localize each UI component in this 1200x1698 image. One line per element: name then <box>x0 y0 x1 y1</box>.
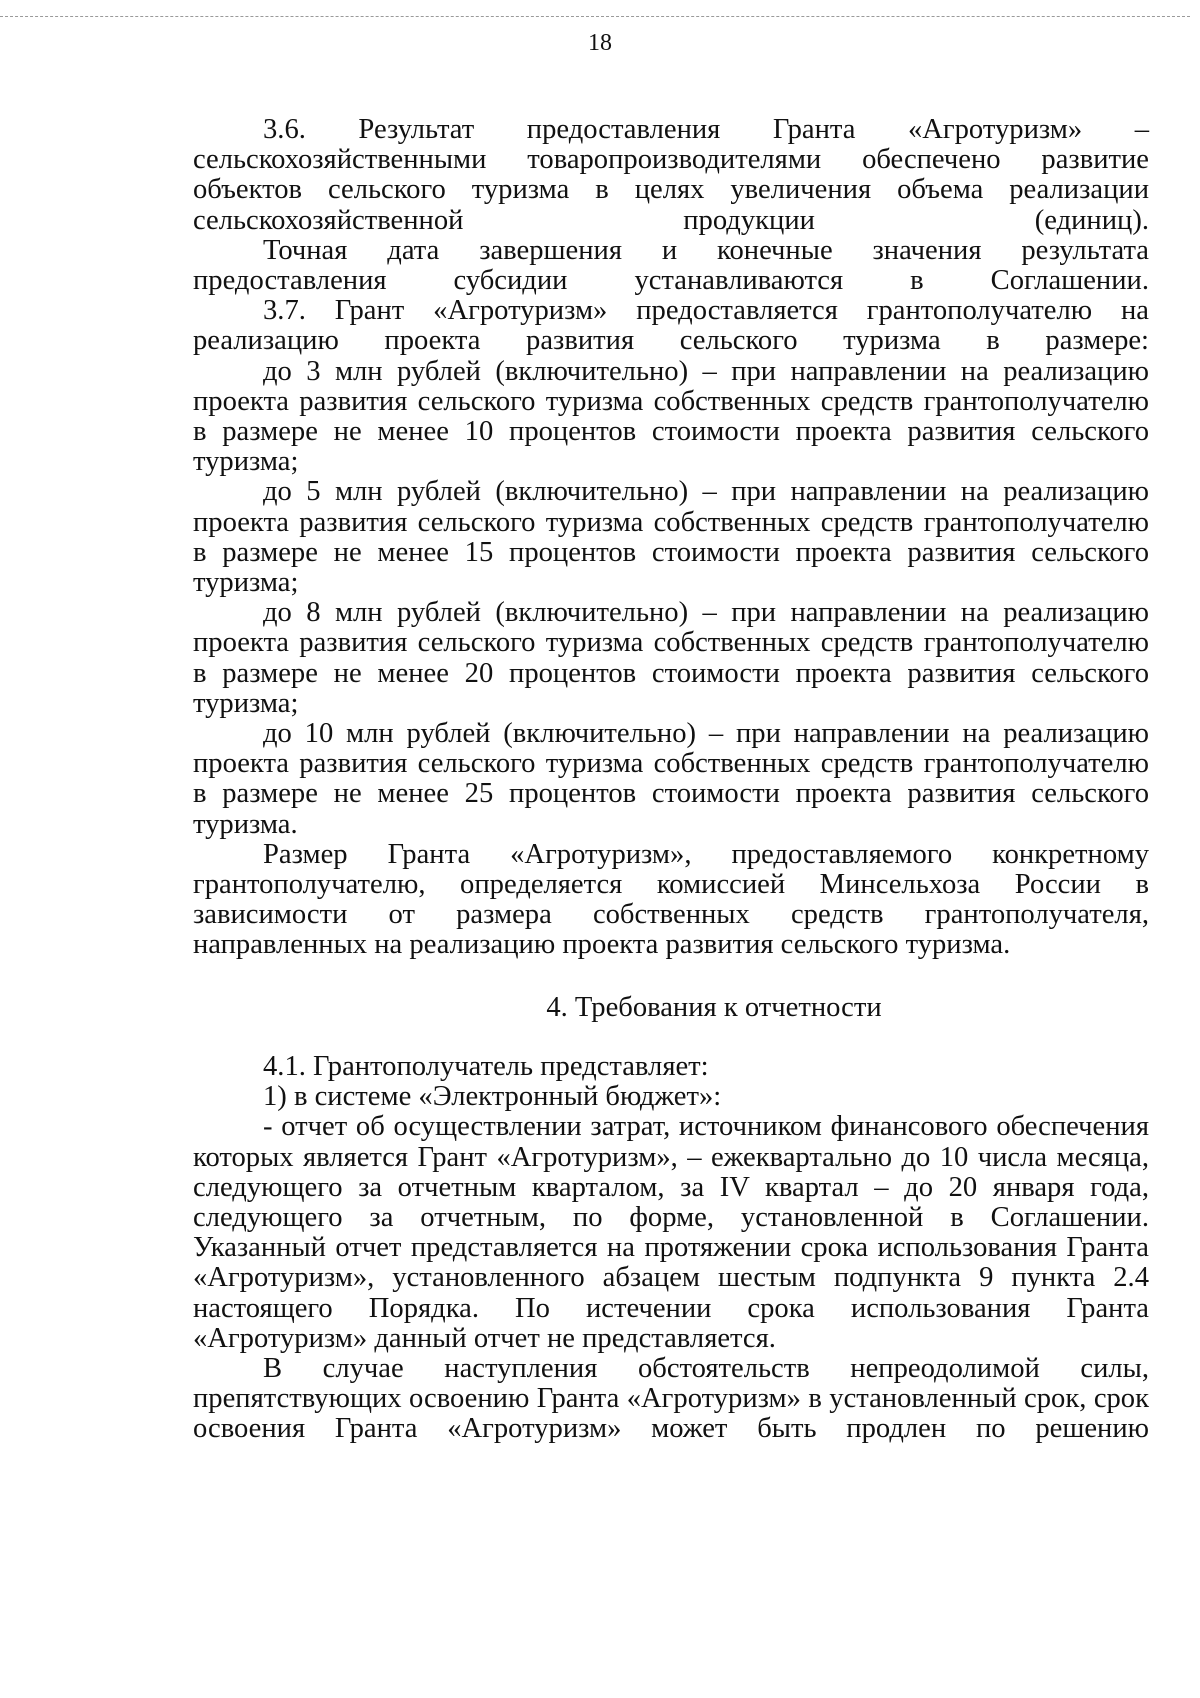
text-line: туризма. <box>193 808 298 840</box>
paragraph-grant-3m <box>193 357 1149 478</box>
text-line: срок освоения Гранта «Агротуризм» может быть продлен по решению <box>193 1383 1149 1445</box>
paragraph-4-1 <box>193 1052 1149 1082</box>
paragraph-expense-report <box>193 1112 1149 1354</box>
paragraph-3-6 <box>193 115 1149 236</box>
text-line: туризма; <box>193 567 299 599</box>
page-number: 18 <box>588 30 612 56</box>
text-line: данный отчет не представляется. <box>374 1322 776 1354</box>
text-line: до 5 млн рублей (включительно) – при направлении на реализацию <box>263 476 1149 508</box>
text-line: в размере не менее 25 процентов стоимости проекта развития сельского <box>193 778 1149 810</box>
paragraph-force-majeure <box>193 1354 1149 1445</box>
text-line: проекта развития сельского туризма собственных средств грантополучателю <box>193 748 1149 780</box>
text-line: туризма; <box>193 687 299 719</box>
text-line: грантополучателю, определяется комиссией Минсельхоза России в <box>193 869 1149 901</box>
text-line: 4.1. Грантополучатель представляет: <box>263 1050 709 1082</box>
text-line: предоставления субсидии устанавливаются в Соглашении. <box>193 265 1149 297</box>
paragraph-grant-5m <box>193 477 1149 598</box>
text-line: реализацию проекта развития сельского туризма в размере: <box>193 325 1149 357</box>
text-line: зависимости от размера собственных средств грантополучателя, <box>193 899 1149 931</box>
paragraph-electronic-budget <box>193 1082 1149 1112</box>
paragraph-result-date <box>193 236 1149 296</box>
text-line: сельскохозяйственной продукции (единиц). <box>193 204 1149 236</box>
text-line: - отчет об осуществлении затрат, источником финансового обеспечения <box>263 1111 1149 1143</box>
paragraph-3-7 <box>193 296 1149 356</box>
text-line: 3.6. Результат предоставления Гранта «Агротуризм» – <box>263 114 1149 145</box>
text-line: 3.7. Грант «Агротуризм» предоставляется грантополучателю на <box>263 295 1149 327</box>
text-line: Точная дата завершения и конечные значения результата <box>263 234 1149 266</box>
paragraph-grant-size <box>193 840 1149 961</box>
text-line: проекта развития сельского туризма собственных средств грантополучателю <box>193 506 1149 538</box>
text-line: препятствующих освоению Гранта «Агротуризм» в установленный срок, <box>193 1383 1087 1415</box>
text-line: сельскохозяйственными товаропроизводителями обеспечено развитие <box>193 144 1149 176</box>
text-line: туризма; <box>193 446 299 478</box>
text-line: направленных на реализацию проекта развития сельского туризма. <box>193 929 1011 961</box>
text-line: настоящего Порядка. По истечении срока использования Гранта «Агротуризм» <box>193 1292 1149 1354</box>
text-line: 1) в системе «Электронный бюджет»: <box>263 1081 722 1113</box>
text-line: в размере не менее 15 процентов стоимости проекта развития сельского <box>193 536 1149 568</box>
text-line: до 8 млн рублей (включительно) – при направлении на реализацию <box>263 597 1149 629</box>
text-line: следующего за отчетным, по форме, установленной в Соглашении. <box>193 1201 1149 1233</box>
text-line: объектов сельского туризма в целях увеличения объема реализации <box>193 174 1149 206</box>
paragraph-grant-8m <box>193 598 1149 719</box>
text-line: в размере не менее 10 процентов стоимости проекта развития сельского <box>193 416 1149 448</box>
text-line: Указанный отчет представляется на протяжении срока использования Гранта <box>193 1232 1149 1264</box>
text-line: В случае наступления обстоятельств непреодолимой силы, <box>263 1352 1149 1384</box>
paragraph-grant-10m <box>193 719 1149 840</box>
page-top-rule <box>0 16 1190 17</box>
text-line: «Агротуризм», установленного абзацем шестым подпункта 9 пункта 2.4 <box>193 1262 1149 1294</box>
text-line: которых является Грант «Агротуризм», – ежеквартально до 10 числа месяца, <box>193 1141 1149 1173</box>
text-line: проекта развития сельского туризма собственных средств грантополучателю <box>193 627 1149 659</box>
section-heading-4 <box>193 993 1149 1023</box>
section-heading-text: 4. Требования к отчетности <box>546 991 882 1023</box>
document-body <box>193 115 1149 1445</box>
text-line: следующего за отчетным кварталом, за IV квартал – до 20 января года, <box>193 1171 1149 1203</box>
text-line: до 3 млн рублей (включительно) – при направлении на реализацию <box>263 355 1149 387</box>
text-line: Размер Гранта «Агротуризм», предоставляемого конкретному <box>263 838 1149 870</box>
text-line: в размере не менее 20 процентов стоимости проекта развития сельского <box>193 657 1149 689</box>
text-line: проекта развития сельского туризма собственных средств грантополучателю <box>193 385 1149 417</box>
text-line: до 10 млн рублей (включительно) – при направлении на реализацию <box>263 718 1149 750</box>
